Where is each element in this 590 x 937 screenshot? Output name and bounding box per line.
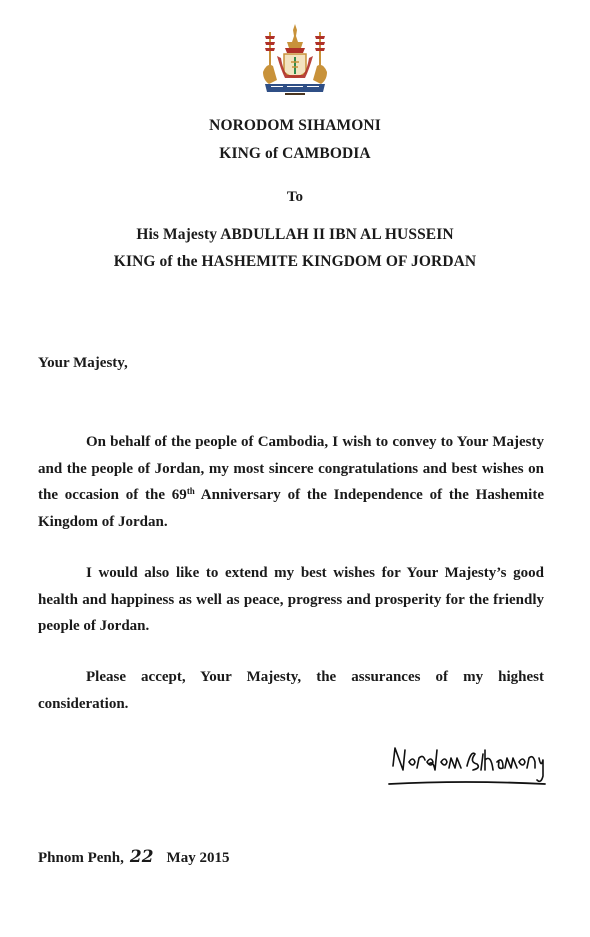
date-day-handwritten: 22 <box>129 847 154 867</box>
salutation: Your Majesty, <box>38 355 128 371</box>
body-paragraph-2: I would also like to extend my best wishes for Your Majesty’s good health and happiness as well as peace, progress and prosperity for the friendly people of Jordan. <box>38 565 544 634</box>
body-paragraph-1 <box>38 429 544 535</box>
date-month-year: May 2015 <box>166 850 230 866</box>
paragraph-1-text-before: On behalf of the people of Cambodia, I wish to convey to Your Majesty and the people of Jordan, my most sincere congratulations and best wishes on the occasion of the 69 <box>38 434 544 503</box>
sender-title: KING of CAMBODIA <box>219 145 371 162</box>
recipient-name: His Majesty ABDULLAH II IBN AL HUSSEIN <box>136 226 454 243</box>
sender-name: NORODOM SIHAMONI <box>209 117 381 134</box>
date-place: Phnom Penh, <box>38 850 124 866</box>
to-label: To <box>286 189 304 205</box>
date-line <box>38 847 229 867</box>
recipient-title: KING of the HASHEMITE KINGDOM OF JORDAN <box>113 253 477 270</box>
body-paragraph-3: Please accept, Your Majesty, the assurances of my highest consideration. <box>38 669 544 712</box>
paragraph-1-text-after: Anniversary of the Independence of the Hashemite Kingdom of Jordan. <box>38 487 544 530</box>
signature-icon <box>385 740 550 792</box>
coat-of-arms-icon <box>259 22 331 98</box>
ordinal-suffix: th <box>186 486 195 496</box>
